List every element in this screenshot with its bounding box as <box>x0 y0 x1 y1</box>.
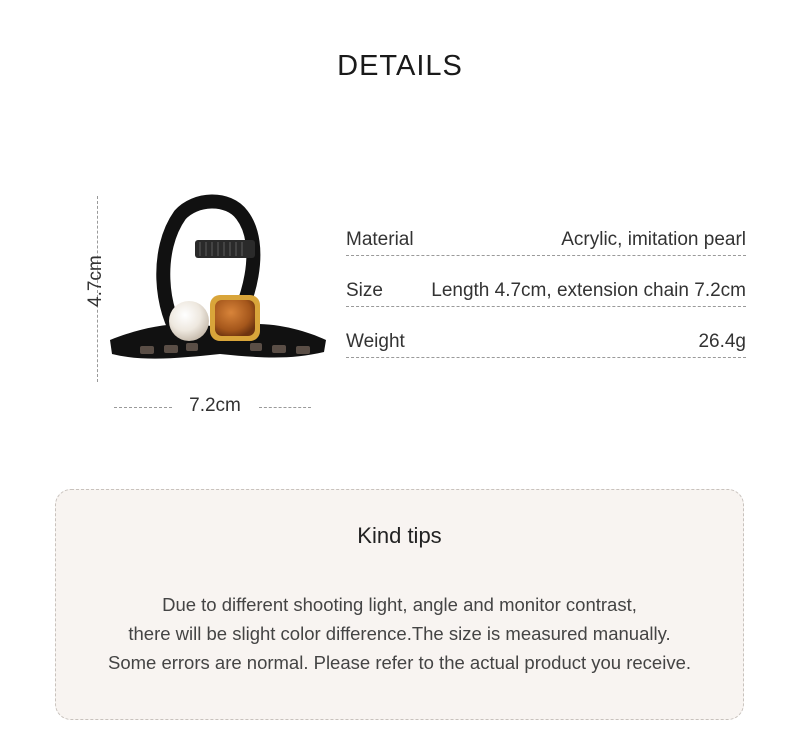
kind-tips-title: Kind tips <box>357 523 442 548</box>
kind-tips-box <box>55 489 744 720</box>
page-title: DETAILS <box>337 50 463 82</box>
product-image <box>100 190 340 420</box>
width-dimension-line-left <box>114 407 172 408</box>
spec-row-material <box>346 222 746 256</box>
spec-label: Material <box>346 229 414 250</box>
spec-table <box>346 222 746 375</box>
width-dimension-label: 7.2cm <box>189 395 241 416</box>
kind-tips-text <box>56 590 743 677</box>
spec-row-weight <box>346 324 746 358</box>
spec-row-size <box>346 273 746 307</box>
width-dimension-line-right <box>259 407 311 408</box>
kind-tips-line: Some errors are normal. Please refer to the actual product you receive. <box>107 652 692 673</box>
spec-value: Acrylic, imitation pearl <box>561 229 746 250</box>
kind-tips-line: there will be slight color difference.The size is measured manually. <box>128 623 671 644</box>
height-dimension-label: 4.7cm <box>85 255 106 307</box>
spec-label: Weight <box>346 331 405 352</box>
spec-value: Length 4.7cm, extension chain 7.2cm <box>431 280 746 301</box>
kind-tips-line: Due to different shooting light, angle and monitor contrast, <box>162 594 637 615</box>
spec-value: 26.4g <box>698 331 746 352</box>
spec-label: Size <box>346 280 383 301</box>
